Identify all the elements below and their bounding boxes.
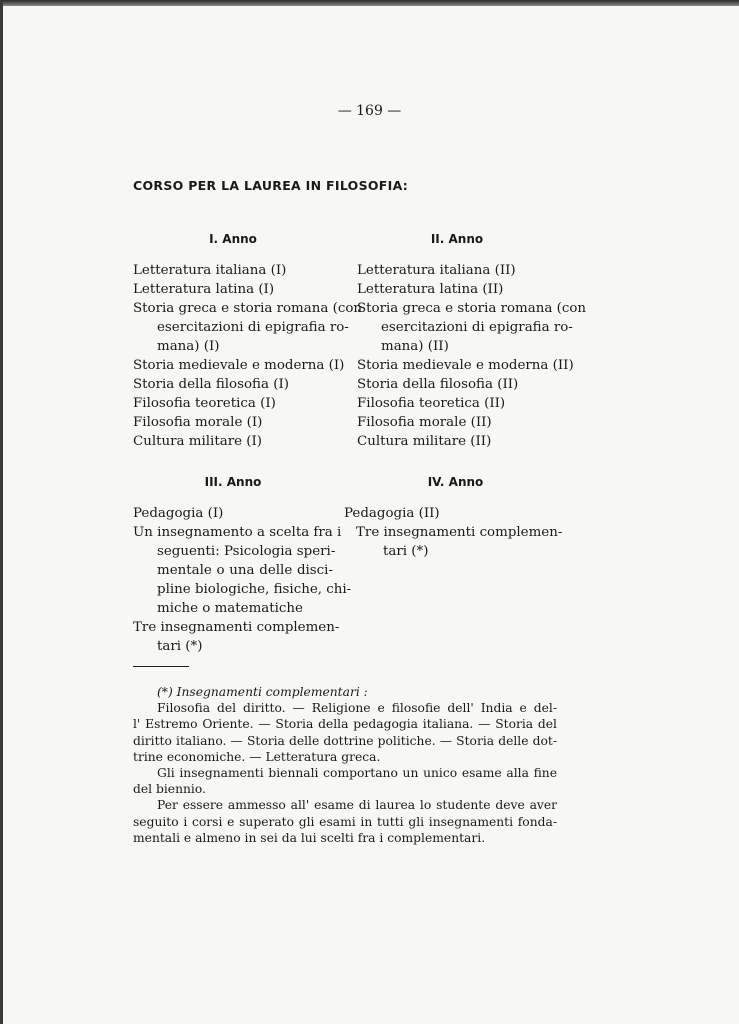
year-4-title: IV. Anno [427, 475, 484, 489]
list-item: miche o matematiche [157, 601, 303, 616]
list-item: Un insegnamento a scelta fra i [133, 525, 342, 540]
scan-border-top [0, 0, 739, 6]
list-item: tari (*) [157, 639, 203, 654]
list-item: Letteratura latina (I) [133, 282, 275, 297]
list-item: Tre insegnamenti complemen- [356, 525, 563, 540]
list-item: mana) (II) [381, 339, 449, 354]
footnote-line: mentali e almeno in sei da lui scelti fra i complementari. [133, 830, 486, 845]
page-number: — 169 — [337, 103, 402, 119]
list-item: Tre insegnamenti complemen- [133, 620, 340, 635]
year-3-column [133, 473, 352, 656]
footnote-line: diritto italiano. — Storia delle dottrine politiche. — Storia delle dot- [133, 733, 557, 748]
list-item: Storia della filosofia (II) [357, 377, 519, 392]
list-item: Pedagogia (II) [344, 506, 440, 521]
footnote-line: Filosofia del diritto. — Religione e filosofie dell' India e del- [157, 701, 557, 716]
list-item: seguenti: Psicologia speri- [157, 544, 336, 559]
scan-border-left [0, 0, 3, 1024]
list-item: pline biologiche, fisiche, chi- [157, 582, 352, 597]
list-item: Pedagogia (I) [133, 506, 224, 521]
year-1-title: I. Anno [209, 232, 257, 246]
list-item: Letteratura italiana (II) [357, 263, 516, 278]
list-item: mana) (I) [157, 339, 220, 354]
footnote-line: trine economiche. — Letteratura greca. [133, 749, 381, 764]
footnote [133, 684, 557, 846]
footnote-line: l' Estremo Oriente. — Storia della pedagogia italiana. — Storia del [133, 717, 557, 732]
list-item: tari (*) [383, 544, 429, 559]
footnote-title: (*) Insegnamenti complementari : [157, 685, 368, 699]
list-item: Filosofia teoretica (I) [133, 396, 276, 411]
footnote-divider [133, 666, 189, 667]
footnote-line: del biennio. [133, 782, 206, 797]
year-1-column [133, 230, 363, 451]
list-item: mentale o una delle disci- [157, 563, 333, 578]
list-item: esercitazioni di epigrafia ro- [381, 320, 573, 335]
list-item: Filosofia morale (I) [133, 415, 263, 430]
footnote-line: Per essere ammesso all' esame di laurea lo studente deve aver [157, 798, 557, 813]
year-2-column [357, 230, 587, 451]
year-3-title: III. Anno [204, 475, 262, 489]
year-2-title: II. Anno [430, 232, 484, 246]
list-item: Letteratura italiana (I) [133, 263, 287, 278]
list-item: Letteratura latina (II) [357, 282, 504, 297]
list-item: Storia della filosofia (I) [133, 377, 289, 392]
footnote-line: Gli insegnamenti biennali comportano un unico esame alla fine [157, 766, 557, 781]
list-item: esercitazioni di epigrafia ro- [157, 320, 349, 335]
footnote-line: seguito i corsi e superato gli esami in tutti gli insegnamenti fonda- [133, 814, 557, 829]
page-title: CORSO PER LA LAUREA IN FILOSOFIA: [133, 178, 409, 193]
list-item: Storia greca e storia romana (con [357, 301, 587, 316]
list-item: Storia medievale e moderna (I) [133, 358, 345, 373]
year-4-column [344, 473, 563, 561]
list-item: Filosofia teoretica (II) [357, 396, 506, 411]
list-item: Filosofia morale (II) [357, 415, 492, 430]
list-item: Storia medievale e moderna (II) [357, 358, 574, 373]
list-item: Cultura militare (I) [133, 434, 263, 449]
list-item: Cultura militare (II) [357, 434, 492, 449]
list-item: Storia greca e storia romana (con [133, 301, 363, 316]
